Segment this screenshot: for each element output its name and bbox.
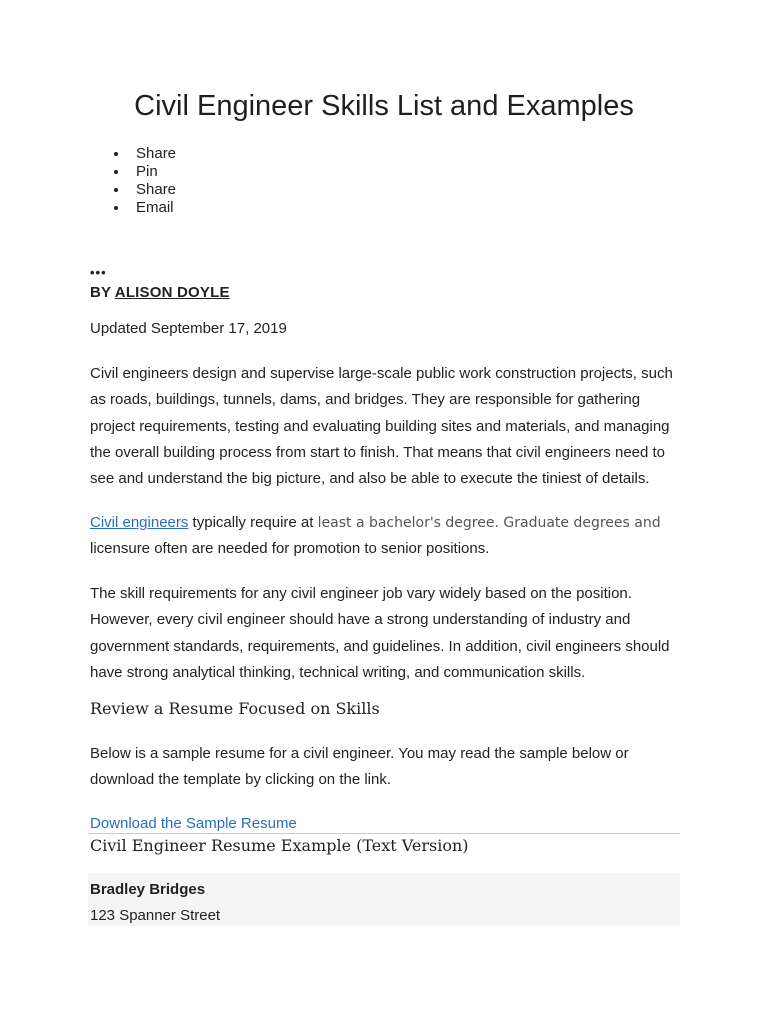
- byline-prefix: BY: [90, 284, 115, 301]
- civil-engineers-link[interactable]: Civil engineers: [90, 514, 189, 531]
- skills-paragraph: The skill requirements for any civil engineer job vary widely based on the position. However, every civil engineer should have a strong understanding of industry and government standards, requirements, and guidelines. In addition, civil engineers should have strong analytical thinking, technical writing, and communication skills.: [90, 585, 670, 681]
- resume-name: Bradley Bridges: [90, 881, 206, 898]
- author-link[interactable]: ALISON DOYLE: [114, 284, 230, 301]
- share-item-pin[interactable]: Pin: [110, 163, 176, 181]
- education-text-alt: least a bachelor's degree. Graduate degrees and: [317, 515, 661, 531]
- intro-paragraph: Civil engineers design and supervise large-scale public work construction projects, such as roads, buildings, tunnels, dams, and bridges. They are responsible for gathering project requirements, testing and evaluating building sites and materials, and managing the overall building process from start to finish. That means that civil engineers need to see and understand the big picture, and also be able to execute the tiniest of details.: [90, 365, 673, 488]
- section-divider: [88, 833, 680, 834]
- byline: [90, 284, 230, 301]
- education-paragraph: [90, 510, 680, 563]
- more-dots-icon[interactable]: •••: [90, 265, 107, 280]
- resume-intro-paragraph: Below is a sample resume for a civil engineer. You may read the sample below or download the template by clicking on the link.: [90, 745, 629, 789]
- education-text-mid: typically require at: [188, 514, 318, 531]
- resume-example-box: [88, 873, 680, 926]
- download-resume-link[interactable]: Download the Sample Resume: [90, 815, 297, 832]
- share-list: [110, 145, 176, 217]
- resume-example-heading: Civil Engineer Resume Example (Text Version): [90, 836, 469, 855]
- education-text-end: licensure often are needed for promotion to senior positions.: [90, 540, 490, 558]
- resume-address: 123 Spanner Street: [90, 907, 221, 924]
- updated-date: Updated September 17, 2019: [90, 320, 287, 337]
- share-item-email[interactable]: Email: [110, 199, 176, 217]
- share-item-share[interactable]: Share: [110, 145, 176, 163]
- page-title: Civil Engineer Skills List and Examples: [134, 90, 634, 122]
- review-heading: Review a Resume Focused on Skills: [90, 699, 380, 718]
- share-item-share-2[interactable]: Share: [110, 181, 176, 199]
